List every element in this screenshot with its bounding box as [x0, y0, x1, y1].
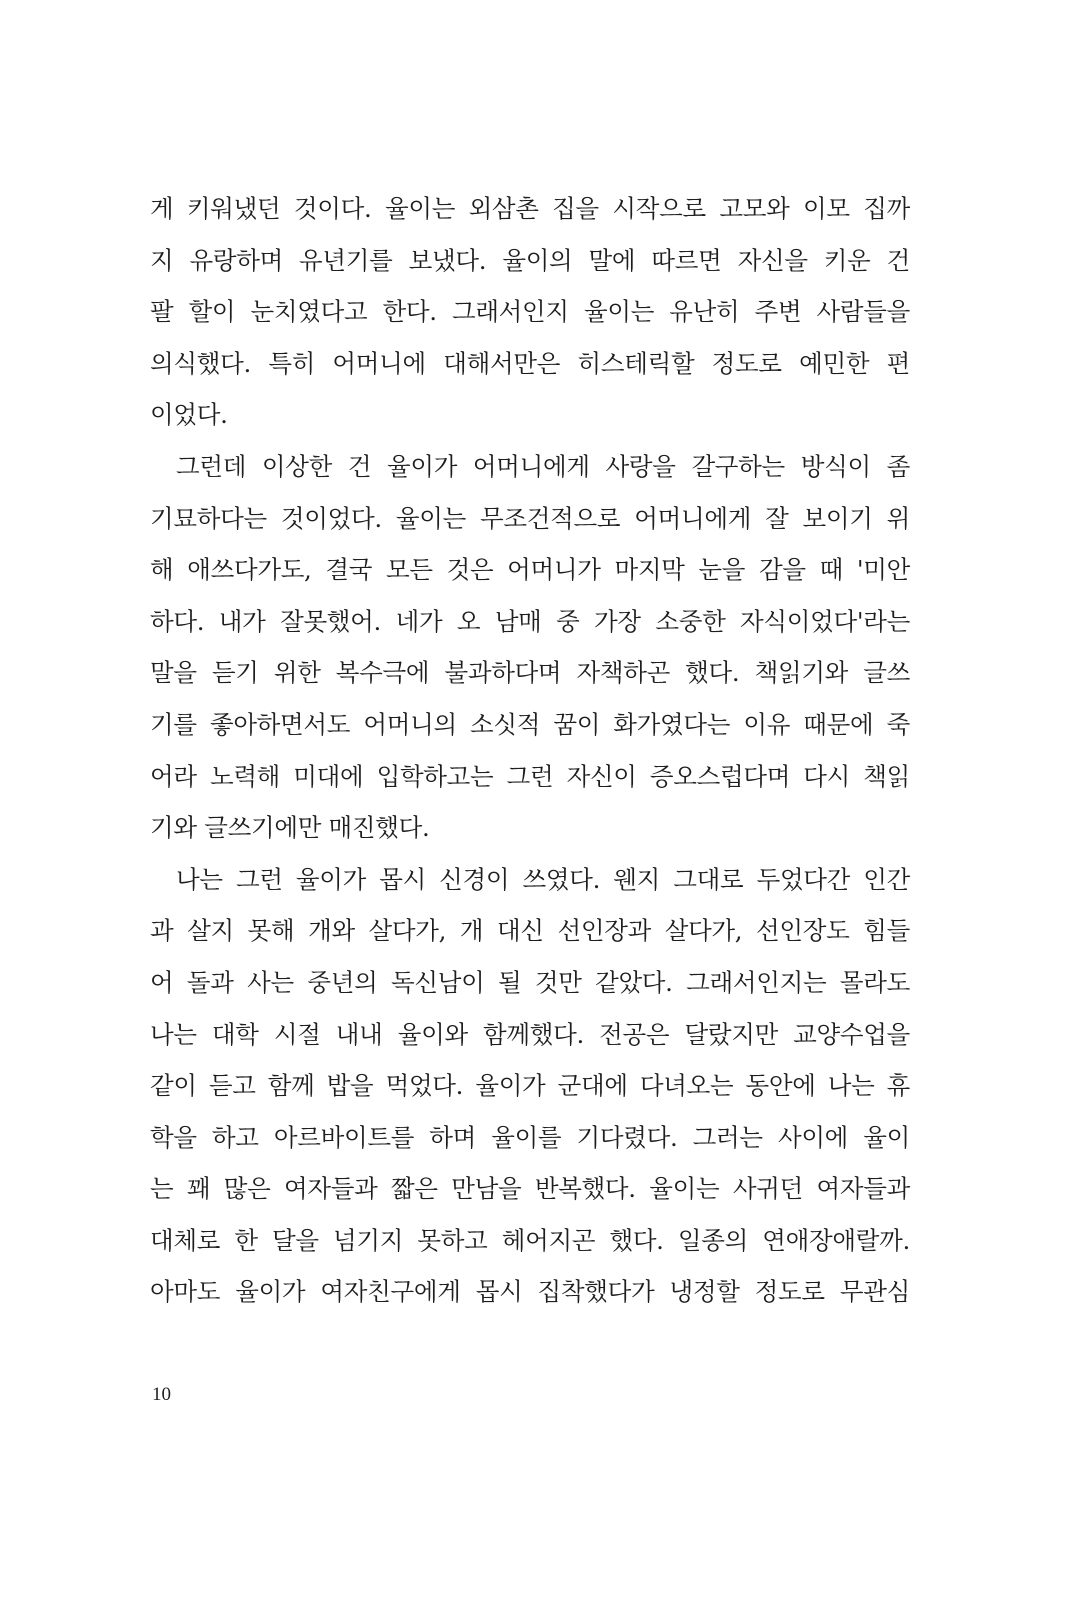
text-line: 나는 그런 율이가 몹시 신경이 쓰였다. 웬지 그대로 두었다간 인간 — [176, 864, 910, 894]
text-line: 해 애쓰다가도, 결국 모든 것은 어머니가 마지막 눈을 감을 때 '미안 — [150, 555, 910, 585]
text-line: 지 유랑하며 유년기를 보냈다. 율이의 말에 따르면 자신을 키운 건 — [150, 245, 910, 275]
text-line: 이었다. — [150, 400, 228, 430]
text-line: 어 돌과 사는 중년의 독신남이 될 것만 같았다. 그래서인지는 몰라도 — [150, 967, 910, 997]
text-line: 나는 대학 시절 내내 율이와 함께했다. 전공은 달랐지만 교양수업을 — [150, 1019, 910, 1049]
text-line: 말을 듣기 위한 복수극에 불과하다며 자책하곤 했다. 책읽기와 글쓰 — [150, 658, 910, 688]
body-text — [150, 183, 910, 1318]
text-line: 어라 노력해 미대에 입학하고는 그런 자신이 증오스럽다며 다시 책읽 — [150, 761, 910, 791]
paragraph-1 — [150, 183, 910, 441]
text-line: 그런데 이상한 건 율이가 어머니에게 사랑을 갈구하는 방식이 좀 — [176, 451, 910, 481]
text-line: 팔 할이 눈치였다고 한다. 그래서인지 율이는 유난히 주변 사람들을 — [150, 297, 910, 327]
text-line: 게 키워냈던 것이다. 율이는 외삼촌 집을 시작으로 고모와 이모 집까 — [150, 194, 910, 223]
text-line: 는 꽤 많은 여자들과 짧은 만남을 반복했다. 율이는 사귀던 여자들과 — [150, 1174, 910, 1204]
text-line: 같이 듣고 함께 밥을 먹었다. 율이가 군대에 다녀오는 동안에 나는 휴 — [150, 1071, 910, 1101]
text-line: 아마도 율이가 여자친구에게 몹시 집착했다가 냉정할 정도로 무관심 — [150, 1277, 910, 1307]
text-line: 기와 글쓰기에만 매진했다. — [150, 813, 430, 843]
text-line: 대체로 한 달을 넘기지 못하고 헤어지곤 했다. 일종의 연애장애랄까. — [150, 1225, 910, 1255]
text-line: 의식했다. 특히 어머니에 대해서만은 히스테릭할 정도로 예민한 편 — [150, 348, 910, 378]
text-line: 하다. 내가 잘못했어. 네가 오 남매 중 가장 소중한 자식이었다'라는 — [150, 606, 910, 636]
text-line: 기묘하다는 것이었다. 율이는 무조건적으로 어머니에게 잘 보이기 위 — [150, 503, 910, 533]
text-line: 과 살지 못해 개와 살다가, 개 대신 선인장과 살다가, 선인장도 힘들 — [150, 916, 910, 946]
text-line: 학을 하고 아르바이트를 하며 율이를 기다렸다. 그러는 사이에 율이 — [150, 1122, 910, 1152]
text-line: 기를 좋아하면서도 어머니의 소싯적 꿈이 화가였다는 이유 때문에 죽 — [150, 709, 910, 739]
page-number: 10 — [152, 1384, 171, 1405]
paragraph-3 — [150, 854, 910, 1318]
paragraph-2 — [150, 441, 910, 854]
